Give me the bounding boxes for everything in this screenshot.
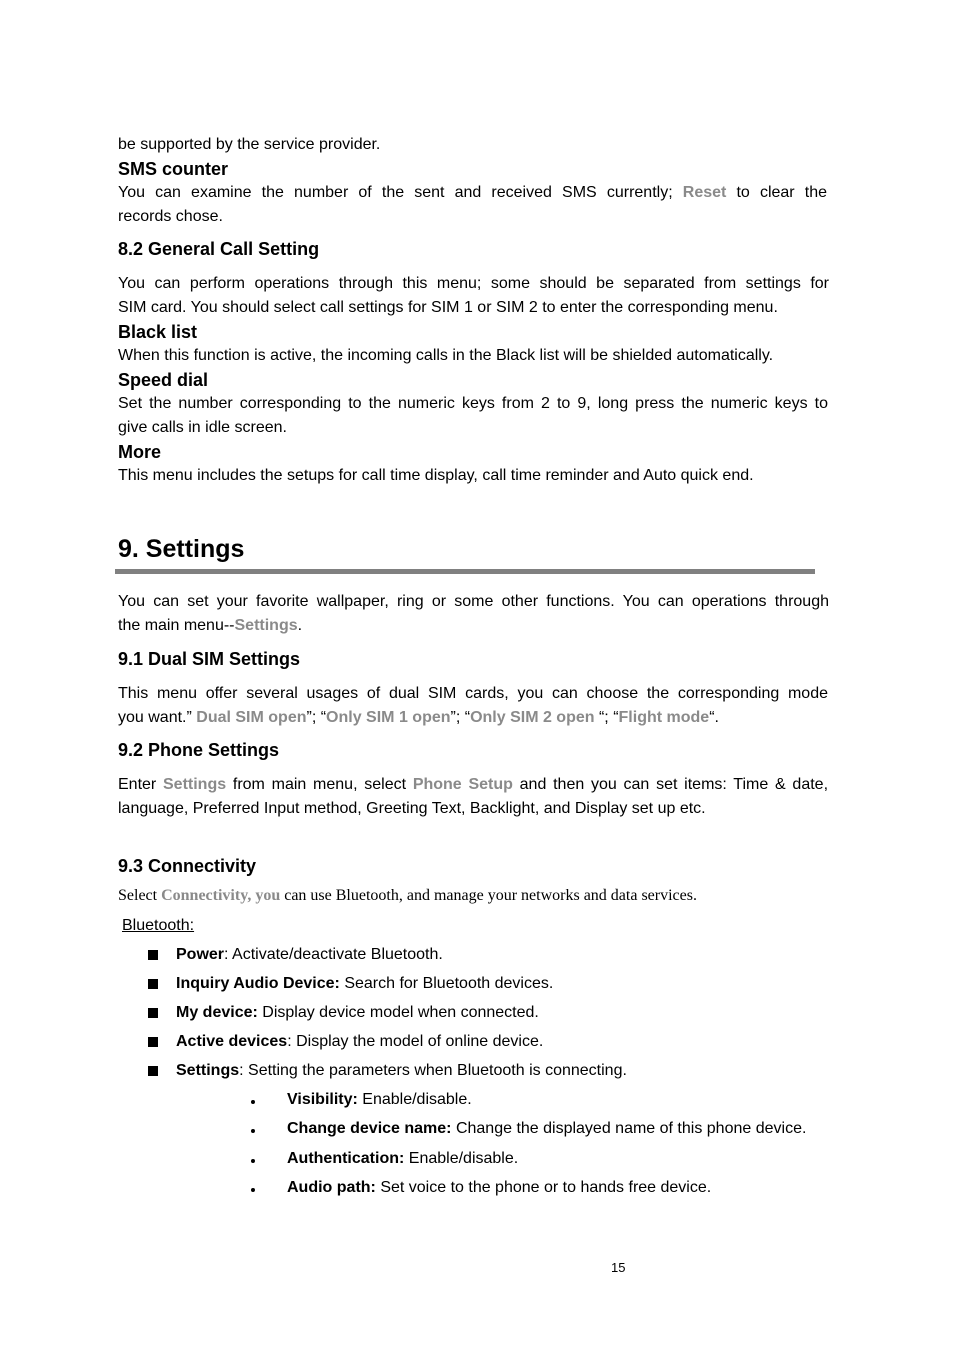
sub-list-item: Audio path: Set voice to the phone or to hands free device. (287, 1179, 712, 1196)
phone-setup-term: Phone Setup (412, 776, 513, 793)
list-item: Inquiry Audio Device: Search for Bluetooth devices. (176, 975, 554, 992)
more-heading: More (118, 442, 162, 462)
sms-counter-line2: records chose. (118, 208, 223, 225)
more-text: This menu includes the setups for call time display, call time reminder and Auto quick end. (118, 467, 754, 484)
option-dual-sim-open: Dual SIM open (196, 709, 307, 726)
option-only-sim1: Only SIM 1 open (326, 709, 451, 726)
settings-line2: the main menu--Settings. (118, 617, 303, 634)
list-item: My device: Display device model when connected. (176, 1004, 539, 1021)
general-call-heading: 8.2 General Call Setting (118, 239, 320, 259)
speed-dial-heading: Speed dial (118, 370, 209, 390)
dot-bullet-icon (251, 1188, 255, 1192)
phone-settings-heading: 9.2 Phone Settings (118, 740, 280, 760)
dot-bullet-icon (251, 1129, 255, 1133)
settings-term: Settings (234, 617, 298, 634)
option-flight-mode: Flight mode (618, 709, 710, 726)
black-list-heading: Black list (118, 322, 198, 342)
settings-line1: You can set your favorite wallpaper, ring or some other functions. You can operations through (118, 593, 829, 610)
intro-line: be supported by the service provider. (118, 136, 381, 153)
settings-term: Settings (163, 776, 227, 793)
square-bullet-icon (148, 1037, 158, 1047)
general-call-line2: SIM card. You should select call settings for SIM 1 or SIM 2 to enter the corresponding menu. (118, 299, 778, 316)
list-item: Power: Activate/deactivate Bluetooth. (176, 946, 443, 963)
dual-sim-line1: This menu offer several usages of dual SIM cards, you can choose the corresponding mode (118, 685, 828, 702)
general-call-line1: You can perform operations through this menu; some should be separated from settings for (118, 275, 829, 292)
square-bullet-icon (148, 1008, 158, 1018)
black-list-text: When this function is active, the incoming calls in the Black list will be shielded automatically. (118, 347, 774, 364)
list-item: Settings: Setting the parameters when Bluetooth is connecting. (176, 1062, 627, 1079)
sms-counter-line1: You can examine the number of the sent and received SMS currently; Reset to clear the (118, 184, 827, 201)
option-only-sim2: Only SIM 2 open (470, 709, 595, 726)
phone-settings-line2: language, Preferred Input method, Greeting Text, Backlight, and Display set up etc. (118, 800, 706, 817)
square-bullet-icon (148, 979, 158, 989)
connectivity-heading: 9.3 Connectivity (118, 856, 257, 876)
dual-sim-heading: 9.1 Dual SIM Settings (118, 649, 301, 669)
speed-dial-line2: give calls in idle screen. (118, 419, 287, 436)
sub-list-item: Visibility: Enable/disable. (287, 1091, 472, 1108)
speed-dial-line1: Set the number corresponding to the numeric keys from 2 to 9, long press the numeric keys to (118, 395, 828, 412)
dual-sim-line2: you want.” Dual SIM open”; “Only SIM 1 open”; “Only SIM 2 open “; “Flight mode“. (118, 709, 719, 726)
sms-counter-heading: SMS counter (118, 159, 229, 179)
title-rule (115, 569, 815, 574)
bluetooth-label: Bluetooth: (122, 917, 195, 934)
reset-term: Reset (682, 184, 727, 201)
list-item: Active devices: Display the model of online device. (176, 1033, 544, 1050)
phone-settings-line1: Enter Settings from main menu, select Phone Setup and then you can set items: Time & date, (118, 776, 829, 793)
dot-bullet-icon (251, 1159, 255, 1163)
sub-list-item: Change device name: Change the displayed name of this phone device. (287, 1120, 807, 1137)
square-bullet-icon (148, 1066, 158, 1076)
connectivity-line: Select Connectivity, you can use Bluetooth, and manage your networks and data services. (118, 887, 697, 904)
page-number: 15 (611, 1260, 626, 1275)
connectivity-term: Connectivity, you (161, 887, 281, 904)
square-bullet-icon (148, 950, 158, 960)
sub-list-item: Authentication: Enable/disable. (287, 1150, 519, 1167)
dot-bullet-icon (251, 1100, 255, 1104)
settings-title: 9. Settings (118, 535, 245, 563)
